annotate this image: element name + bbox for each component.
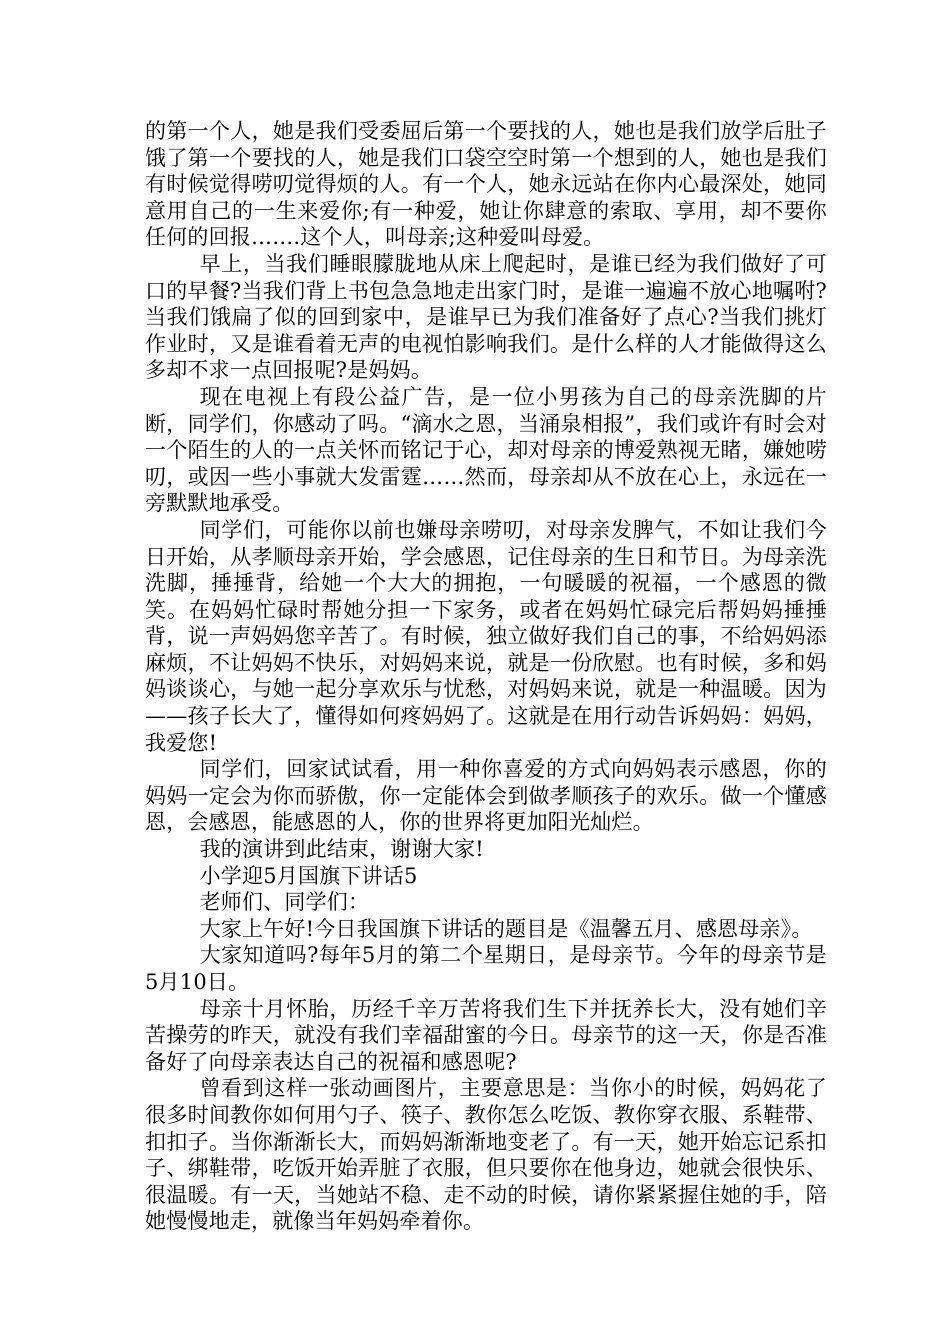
speech-greeting: 老师们、同学们：	[199, 890, 370, 915]
paragraph-go-home-try: 同学们，回家试试看，用一种你喜爱的方式向妈妈表示感恩，你的妈妈一定会为你而骄傲，你一定能体会到做孝顺孩子的欢乐。做一个懂感恩，会感恩，能感恩的人，你的世界将更加阳光灿烂。	[145, 757, 827, 835]
paragraph-speech-end: 我的演讲到此结束，谢谢大家!	[199, 837, 484, 862]
paragraph-continuation: 的第一个人，她是我们受委屈后第一个要找的人，她也是我们放学后肚子饿了第一个要找的人，她是我们口袋空空时第一个想到的人，她也是我们有时候觉得唠叨觉得烦的人。有一个人，她永远站在你内心最深处，她同意用自己的一生来爱你;有一种爱，她让你肆意的索取、享用，却不要你任何的回报…….这个人，叫母亲;这种爱叫母爱。	[145, 119, 827, 250]
document-body	[145, 118, 827, 1235]
paragraph-morning: 早上，当我们睡眼朦胧地从床上爬起时，是谁已经为我们做好了可口的早餐?当我们背上书包急急地走出家门时，是谁一遍遍不放心地嘱咐?当我们饿扁了似的回到家中，是谁早已为我们准备好了点心?当我们挑灯作业时，又是谁看着无声的电视怕影响我们。是什么样的人才能做得这么多却不求一点回报呢?是妈妈。	[145, 251, 827, 383]
paragraph-mothers-day: 大家知道吗?每年5月的第二个星期日，是母亲节。今年的母亲节是5月10日。	[145, 943, 827, 994]
paragraph-animation: 曾看到这样一张动画图片，主要意思是：当你小的时候，妈妈花了很多时间教你如何用勺子、筷子、教你怎么吃饭、教你穿衣服、系鞋带、扣扣子。当你渐渐长大，而妈妈渐渐地变老了。有一天，她开始忘记系扣子、绑鞋带，吃饭开始弄脏了衣服，但只要你在他身边，她就会很快乐、很温暖。有一天，当她站不稳、走不动的时候，请你紧紧握住她的手，陪她慢慢地走，就像当年妈妈牵着你。	[145, 1076, 827, 1234]
paragraph-speech-topic: 大家上午好!今日我国旗下讲话的题目是《温馨五月、感恩母亲》。	[199, 916, 813, 941]
paragraph-tv-ad: 现在电视上有段公益广告，是一位小男孩为自己的母亲洗脚的片断，同学们，你感动了吗。“滴水之恩，当涌泉相报”，我们或许有时会对一个陌生的人的一点关怀而铭记于心，却对母亲的博爱熟视无睹，嫌她唠叨，或因一些小事就大发雷霆……然而，母亲却从不放在心上，永远在一旁默默地承受。	[145, 384, 827, 516]
paragraph-classmates-gratitude: 同学们，可能你以前也嫌母亲唠叨，对母亲发脾气，不如让我们今日开始，从孝顺母亲开始，学会感恩，记住母亲的生日和节日。为母亲洗洗脚，捶捶背，给她一个大大的拥抱，一句暖暖的祝福，一个感恩的微笑。在妈妈忙碌时帮她分担一下家务，或者在妈妈忙碌完后帮妈妈捶捶背，说一声妈妈您辛苦了。有时候，独立做好我们自己的事，不给妈妈添麻烦，不让妈妈不快乐，对妈妈来说，就是一份欣慰。也有时候，多和妈妈谈谈心，与她一起分享欢乐与忧愁，对妈妈来说，就是一种温暖。因为——孩子长大了，懂得如何疼妈妈了。这就是在用行动告诉妈妈：妈妈，我爱您!	[145, 517, 827, 755]
paragraph-pregnancy: 母亲十月怀胎，历经千辛万苦将我们生下并抚养长大，没有她们辛苦操劳的昨天，就没有我们幸福甜蜜的今日。母亲节的这一天，你是否准备好了向母亲表达自己的祝福和感恩呢?	[145, 996, 827, 1074]
speech-title: 小学迎5月国旗下讲话5	[199, 863, 418, 888]
